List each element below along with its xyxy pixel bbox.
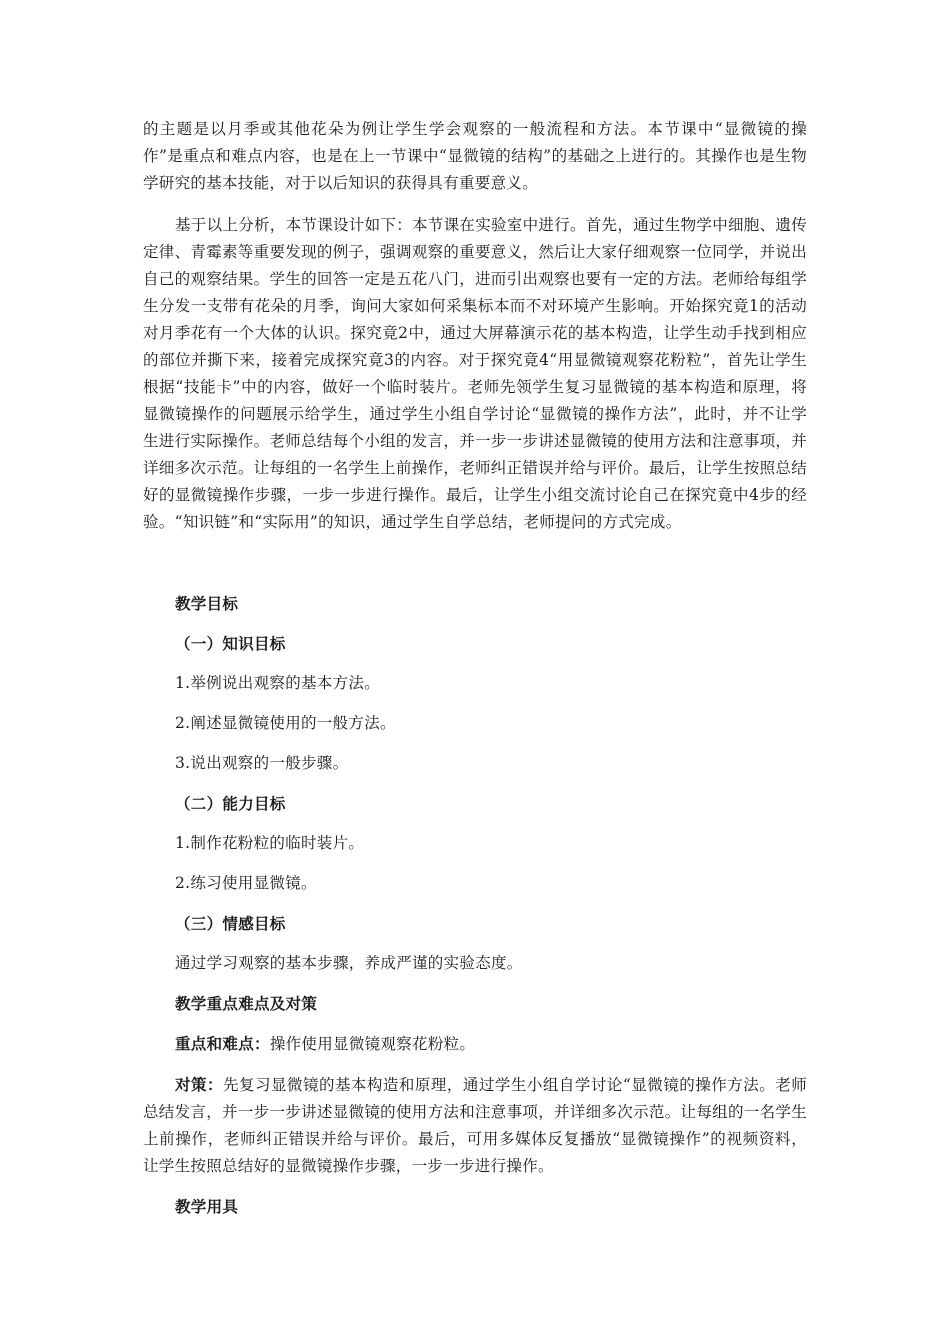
knowledge-goal-item: 3.说出观察的一般步骤。 — [175, 754, 349, 772]
teaching-tools-heading: 教学用具 — [175, 1197, 239, 1216]
knowledge-goal-item: 2.阐述显微镜使用的一般方法。 — [175, 714, 396, 732]
emotion-goal-text: 通过学习观察的基本步骤，养成严谨的实验态度。 — [175, 954, 523, 972]
knowledge-goal-item: 1.举例说出观察的基本方法。 — [175, 674, 380, 692]
strategy-text: 先复习显微镜的基本构造和原理，通过学生小组自学讨论“显微镜的操作方法。老师总结发言，并一步一步讲述显微镜的使用方法和注意事项，并详细多次示范。让每组的一名学生上前操作，老师纠正错误并给与评价。最后，可用多媒体反复播放“显微镜操作”的视频资料，让学生按照总结好的显微镜操作步骤，一步一步进行操作。 — [143, 1076, 807, 1175]
focus-text: 操作使用显微镜观察花粉粒。 — [269, 1035, 476, 1053]
design-paragraph: 基于以上分析，本节课设计如下：本节课在实验室中进行。首先，通过生物学中细胞、遗传定律、青霉素等重要发现的例子，强调观察的重要意义，然后让大家仔细观察一位同学，并说出自己的观察结果。学生的回答一定是五花八门，进而引出观察也要有一定的方法。老师给每组学生分发一支带有花朵的月季，询问大家如何采集标本而不对环境产生影响。开始探究竟1的活动对月季花有一个大体的认识。探究竟2中，通过大屏幕演示花的基本构造，让学生动手找到相应的部位并撕下来，接着完成探究竟3的内容。对于探究竟4“用显微镜观察花粉粒”，首先让学生根据“技能卡”中的内容，做好一个临时装片。老师先领学生复习显微镜的基本构造和原理，将显微镜操作的问题展示给学生，通过学生小组自学讨论“显微镜的操作方法”，此时，并不让学生进行实际操作。老师总结每个小组的发言，并一步一步讲述显微镜的使用方法和注意事项，并详细多次示范。让每组的一名学生上前操作，老师纠正错误并给与评价。最后，让学生按照总结好的显微镜操作步骤，一步一步进行操作。最后，让学生小组交流讨论自己在探究竟中4步的经验。“知识链”和“实际用”的知识，通过学生自学总结，老师提问的方式完成。 — [143, 216, 808, 531]
keypoints-heading: 教学重点难点及对策 — [175, 994, 318, 1013]
teaching-goals-heading: 教学目标 — [175, 594, 239, 613]
focus-label: 重点和难点： — [175, 1034, 270, 1053]
ability-goal-item: 2.练习使用显微镜。 — [175, 874, 317, 892]
ability-goals-heading: （二）能力目标 — [175, 794, 286, 813]
emotion-goals-heading: （三）情感目标 — [175, 914, 286, 933]
focus-line — [175, 1030, 475, 1058]
strategy-label: 对策： — [175, 1075, 223, 1094]
strategy-paragraph — [143, 1071, 807, 1180]
knowledge-goals-heading: （一）知识目标 — [175, 634, 286, 653]
ability-goal-item: 1.制作花粉粒的临时装片。 — [175, 834, 365, 852]
intro-paragraph: 的主题是以月季或其他花朵为例让学生学会观察的一般流程和方法。本节课中“显微镜的操作”是重点和难点内容，也是在上一节课中“显微镜的结构”的基础之上进行的。其操作也是生物学研究的基本技能，对于以后知识的获得具有重要意义。 — [143, 120, 807, 192]
